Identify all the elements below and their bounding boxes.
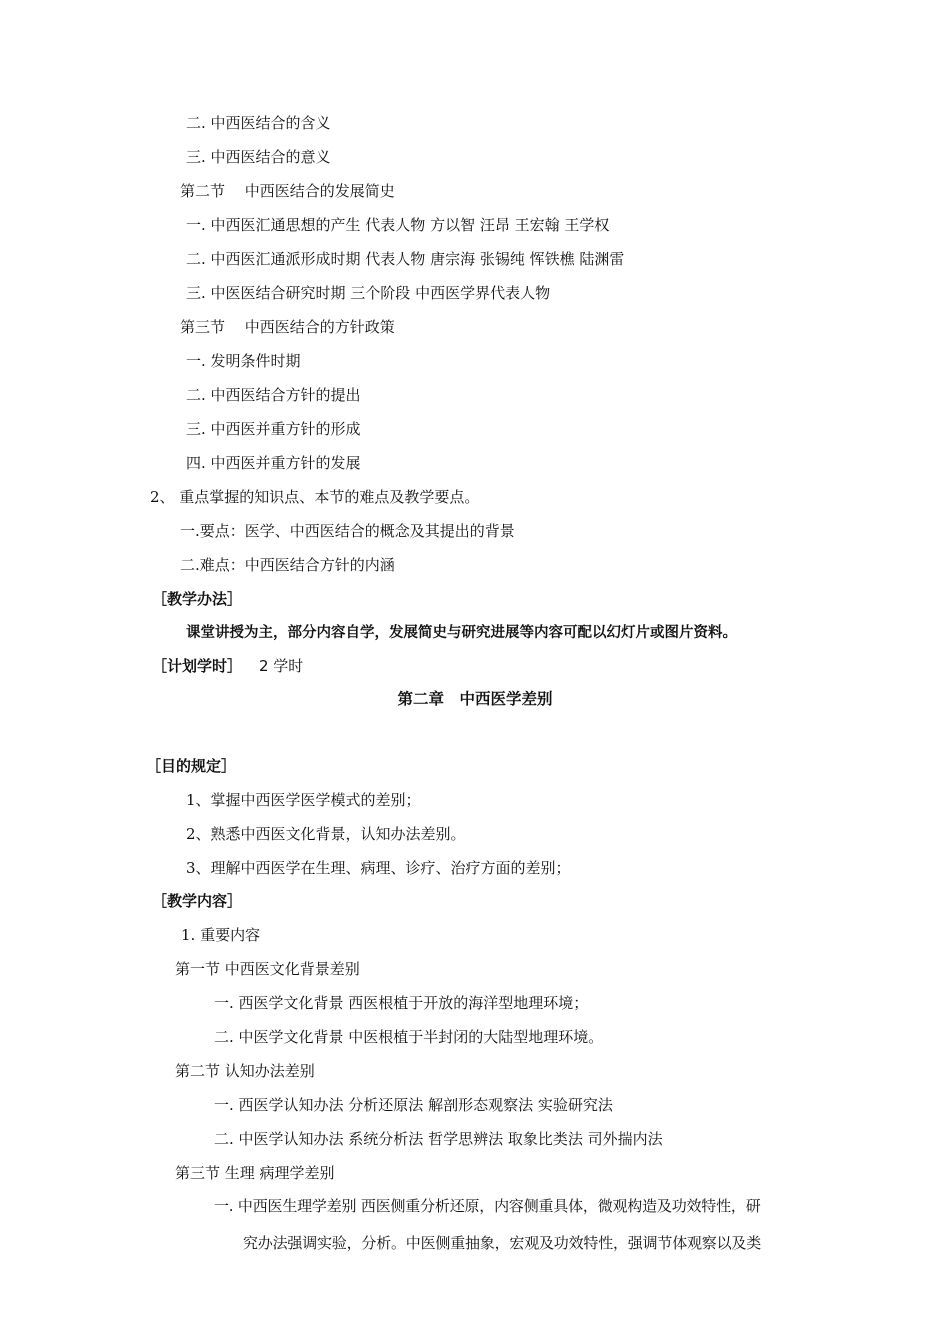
- content-heading: ［教学内容］: [152, 892, 243, 910]
- section-title: 第三节 生理 病理学差别: [175, 1164, 335, 1182]
- list-item: 二. 中西医结合的含义: [186, 114, 331, 132]
- list-item: 二. 中西医汇通派形成时期 代表人物 唐宗海 张锡纯 恽铁樵 陆渊雷: [186, 250, 625, 268]
- goal-item: 2、熟悉中西医文化背景，认知办法差别。: [186, 825, 466, 843]
- section-title: 第三节 中西医结合的方针政策: [180, 318, 395, 336]
- list-item: 一. 中西医生理学差别 西医侧重分析还原，内容侧重具体，微观构造及功效特性，研: [214, 1197, 761, 1215]
- list-item: 四. 中西医并重方针的发展: [186, 454, 361, 472]
- section-title: 第一节 中西医文化背景差别: [175, 960, 360, 978]
- list-item: 一. 西医学认知办法 分析还原法 解剖形态观察法 实验研究法: [214, 1096, 613, 1114]
- hours-heading: ［计划学时］: [152, 657, 243, 675]
- content-subheading: 1. 重要内容: [181, 926, 261, 944]
- list-item: 一. 西医学文化背景 西医根植于开放的海洋型地理环境；: [214, 994, 589, 1012]
- key-points-title: 2、 重点掌握的知识点、本节的难点及教学要点。: [150, 488, 480, 506]
- list-item: 三. 中西医结合的意义: [186, 148, 331, 166]
- list-item: 二. 中医学认知办法 系统分析法 哲学思辨法 取象比类法 司外揣内法: [214, 1130, 663, 1148]
- key-point: 一.要点：医学、中西医结合的概念及其提出的背景: [180, 522, 515, 540]
- hours-value: 2 学时: [259, 657, 304, 675]
- list-item: 二. 中西医结合方针的提出: [186, 386, 361, 404]
- goal-item: 1、掌握中西医学医学模式的差别；: [186, 791, 421, 809]
- list-item: 二. 中医学文化背景 中医根植于半封闭的大陆型地理环境。: [214, 1028, 604, 1046]
- list-item-continuation: 究办法强调实验，分析。中医侧重抽象，宏观及功效特性，强调节体观察以及类: [243, 1234, 762, 1252]
- list-item: 三. 中西医并重方针的形成: [186, 420, 361, 438]
- section-title: 第二节 认知办法差别: [175, 1062, 315, 1080]
- method-heading: ［教学办法］: [152, 590, 243, 608]
- section-title: 第二节 中西医结合的发展简史: [180, 182, 395, 200]
- list-item: 一. 发明条件时期: [186, 352, 301, 370]
- method-text: 课堂讲授为主，部分内容自学，发展简史与研究进展等内容可配以幻灯片或图片资料。: [186, 625, 737, 641]
- chapter-title: 第二章 中西医学差别: [397, 690, 553, 708]
- key-point: 二.难点：中西医结合方针的内涵: [180, 556, 395, 574]
- list-item: 一. 中西医汇通思想的产生 代表人物 方以智 汪昂 王宏翰 王学权: [186, 216, 610, 234]
- goal-heading: ［目的规定］: [146, 757, 237, 775]
- list-item: 三. 中医医结合研究时期 三个阶段 中西医学界代表人物: [186, 284, 551, 302]
- goal-item: 3、理解中西医学在生理、病理、诊疗、治疗方面的差别；: [186, 859, 571, 877]
